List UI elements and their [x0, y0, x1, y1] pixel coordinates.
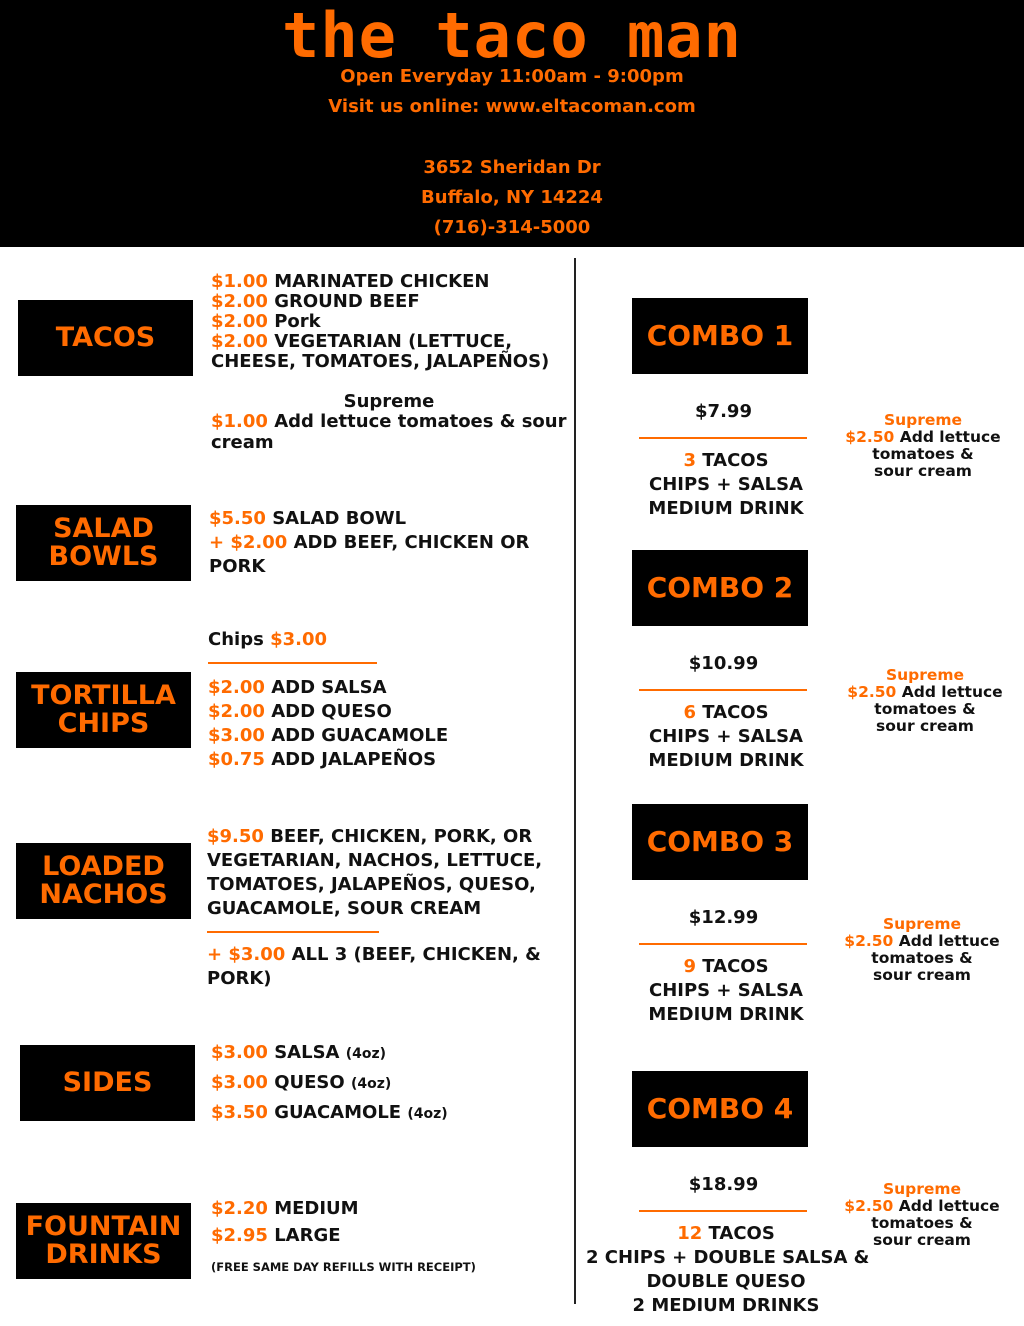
combo-price: $18.99: [688, 1174, 759, 1195]
menu-item: $3.00 ADD GUACAMOLE: [208, 725, 449, 746]
website-text: Visit us online: www.eltacoman.com: [328, 96, 696, 117]
separator-line: [639, 943, 807, 945]
combo-price: $12.99: [688, 907, 759, 928]
combo-1-label: COMBO 1: [632, 298, 808, 374]
menu-item: $3.50 GUACAMOLE (4oz): [211, 1102, 448, 1123]
menu-item: $3.00 SALSA (4oz): [211, 1042, 387, 1063]
combo-line: CHIPS + SALSA: [648, 980, 803, 1001]
separator-line: [639, 1210, 807, 1212]
combo-line: CHIPS + SALSA: [648, 726, 803, 747]
refill-note: (FREE SAME DAY REFILLS WITH RECEIPT): [211, 1260, 476, 1274]
combo-line: CHIPS + SALSA: [648, 474, 803, 495]
combo-line: 2 MEDIUM DRINKS: [632, 1295, 820, 1316]
combo-supreme: Supreme $2.50 Add lettuce tomatoes & sour cream: [844, 915, 1000, 984]
supreme-item-cont: cream: [211, 432, 274, 453]
menu-item: $2.00 GROUND BEEF: [211, 291, 420, 312]
combo-line: 3 TACOS: [683, 450, 769, 471]
menu-item-cont: CHEESE, TOMATOES, JALAPEÑOS): [211, 351, 550, 372]
combo-line: MEDIUM DRINK: [648, 498, 804, 519]
menu-item: + $3.00 ALL 3 (BEEF, CHICKEN, &: [207, 944, 541, 965]
phone-number: (716)-314-5000: [433, 217, 591, 238]
combo-line: 2 CHIPS + DOUBLE SALSA &: [586, 1247, 870, 1268]
combo-price: $7.99: [695, 401, 752, 422]
combo-2-label: COMBO 2: [632, 550, 808, 626]
combo-4-label: COMBO 4: [632, 1071, 808, 1147]
menu-item: $2.00 Pork: [211, 311, 321, 332]
combo-price: $10.99: [688, 653, 759, 674]
combo-line: 9 TACOS: [683, 956, 769, 977]
tacos-label: TACOS: [18, 300, 193, 376]
menu-item: $2.00 VEGETARIAN (LETTUCE,: [211, 331, 513, 352]
menu-item: $2.95 LARGE: [211, 1225, 341, 1246]
restaurant-title: the taco man: [282, 0, 742, 72]
menu-item-cont: GUACAMOLE, SOUR CREAM: [207, 898, 482, 919]
combo-supreme: Supreme $2.50 Add lettuce tomatoes & sour cream: [847, 666, 1003, 735]
chips-base: Chips $3.00: [208, 629, 327, 650]
hours-text: Open Everyday 11:00am - 9:00pm: [340, 66, 684, 87]
menu-item: $1.00 MARINATED CHICKEN: [211, 271, 490, 292]
menu-item: $3.00 QUESO (4oz): [211, 1072, 392, 1093]
menu-item: $0.75 ADD JALAPEÑOS: [208, 749, 437, 770]
fountain-drinks-label: FOUNTAIN DRINKS: [16, 1203, 191, 1279]
header-banner: [0, 0, 1024, 247]
combo-supreme: Supreme $2.50 Add lettuce tomatoes & sour cream: [845, 411, 1001, 480]
menu-item: $9.50 BEEF, CHICKEN, PORK, OR: [207, 826, 533, 847]
menu-item: + $2.00 ADD BEEF, CHICKEN OR: [209, 532, 530, 553]
combo-supreme: Supreme $2.50 Add lettuce tomatoes & sour cream: [844, 1180, 1000, 1249]
menu-item-cont: VEGETARIAN, NACHOS, LETTUCE,: [207, 850, 543, 871]
separator-line: [639, 437, 807, 439]
street-address: 3652 Sheridan Dr: [423, 157, 601, 178]
sides-label: SIDES: [20, 1045, 195, 1121]
supreme-item: $1.00 Add lettuce tomatoes & sour: [211, 411, 567, 432]
tortilla-chips-label: TORTILLA CHIPS: [16, 672, 191, 748]
city-address: Buffalo, NY 14224: [421, 187, 603, 208]
combo-3-label: COMBO 3: [632, 804, 808, 880]
menu-item: $2.20 MEDIUM: [211, 1198, 359, 1219]
salad-bowls-label: SALAD BOWLS: [16, 505, 191, 581]
loaded-nachos-label: LOADED NACHOS: [16, 843, 191, 919]
column-divider: [574, 258, 576, 1304]
menu-item-cont: PORK: [209, 556, 266, 577]
menu-item: $2.00 ADD SALSA: [208, 677, 387, 698]
menu-item: $2.00 ADD QUESO: [208, 701, 392, 722]
combo-line: MEDIUM DRINK: [648, 1004, 804, 1025]
combo-line: 12 TACOS: [677, 1223, 775, 1244]
separator-line: [207, 931, 379, 933]
combo-line: DOUBLE QUESO: [646, 1271, 806, 1292]
combo-line: MEDIUM DRINK: [648, 750, 804, 771]
separator-line: [639, 689, 807, 691]
separator-line: [208, 662, 377, 664]
menu-item-cont: TOMATOES, JALAPEÑOS, QUESO,: [207, 874, 536, 895]
combo-line: 6 TACOS: [683, 702, 769, 723]
menu-item-cont: PORK): [207, 968, 272, 989]
menu-item: $5.50 SALAD BOWL: [209, 508, 407, 529]
supreme-title: Supreme: [343, 391, 435, 412]
